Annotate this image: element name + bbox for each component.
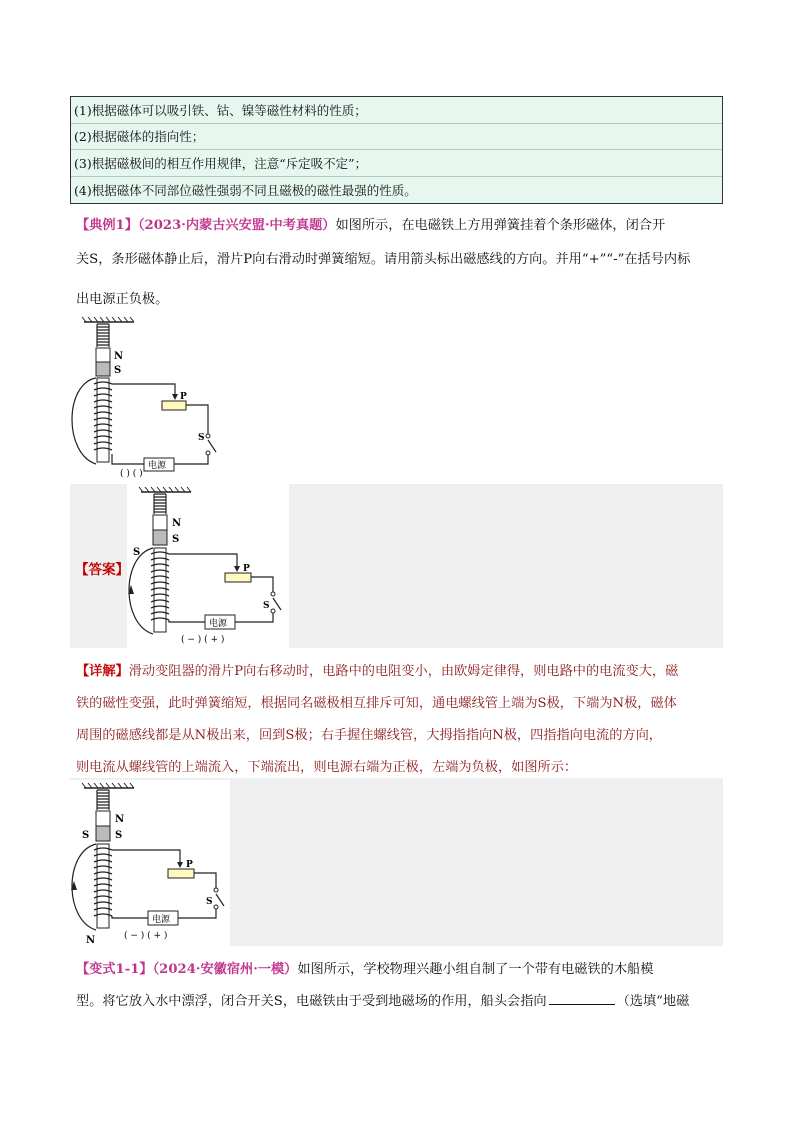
variant-source: （2024·安徽宿州·一模）: [152, 962, 298, 977]
detail-line-3: 周围的磁感线都是从N极出来，回到S极；右手握住螺线管，大拇指指向N极，四指指向电流的方向，: [76, 728, 662, 743]
tip-divider: [71, 149, 722, 150]
power-label: 电源: [152, 915, 171, 925]
switch-s: S: [263, 601, 270, 611]
variant-line-2: 型。将它放入水中漂浮，闭合开关S，电磁铁由于受到地磁场的作用，船头会指向 （选填“地磁: [76, 994, 690, 1009]
example-line-3: 出电源正负极。: [76, 292, 169, 307]
answer-label: 【答案】: [75, 562, 129, 578]
detail-figure: [70, 780, 230, 946]
question-figure: [70, 314, 230, 480]
example-tag: 【典例1】: [76, 218, 138, 233]
answer-figure: [127, 484, 289, 648]
answer-brackets: ( − ) ( + ): [124, 931, 168, 941]
pole-s: S: [115, 830, 123, 841]
variant-line-1: 【变式1-1】（2024·安徽宿州·一模）如图所示，学校物理兴趣小组自制了一个带有电磁铁的木船模: [76, 962, 654, 977]
slider-p: P: [180, 392, 187, 402]
coil-top-s: S: [133, 547, 141, 558]
pole-n: N: [114, 351, 124, 362]
pole-n: N: [115, 814, 125, 825]
pole-s: S: [172, 534, 180, 545]
answer-brackets: ( − ) ( + ): [181, 635, 225, 645]
tip-3: (3)根据磁极间的相互作用规律，注意“斥定吸不定”；: [74, 156, 367, 171]
detail-line-1: 【详解】滑动变阻器的滑片P向右移动时，电路中的电阻变小，由欧姆定律得，则电路中的电流变大，磁: [76, 664, 679, 679]
tip-divider: [71, 176, 722, 177]
blank-brackets: ( ) ( ): [120, 469, 143, 479]
tip-2: (2)根据磁体的指向性；: [74, 129, 205, 144]
detail-label: 【详解】: [76, 664, 129, 679]
example-line-1: [76, 214, 726, 233]
tips-box: [70, 96, 723, 204]
pole-s: S: [114, 365, 122, 376]
switch-s: S: [198, 433, 205, 443]
example-source: （2023·内蒙古兴安盟·中考真题）: [137, 218, 336, 233]
power-label: 电源: [148, 461, 167, 471]
detail-line-4: 则电流从螺线管的上端流入，下端流出，则电源右端为正极，左端为负极，如图所示：: [76, 760, 578, 775]
coil-top-s: S: [82, 830, 90, 841]
coil-bottom-n: N: [86, 935, 96, 946]
answer-blank[interactable]: [549, 992, 615, 1005]
tip-divider: [71, 123, 722, 124]
slider-p: P: [186, 860, 193, 870]
switch-s: S: [206, 897, 213, 907]
detail-line-2: 铁的磁性变强，此时弹簧缩短，根据同名磁极相互排斥可知，通电螺线管上端为S极，下端为N极，磁体: [76, 696, 677, 711]
power-label: 电源: [209, 619, 228, 629]
tip-4: (4)根据磁体不同部位磁性强弱不同且磁极的磁性最强的性质。: [74, 183, 417, 198]
example-text-1: 如图所示，在电磁铁上方用弹簧挂着个条形磁体，闭合开: [335, 218, 666, 233]
variant-tag: 【变式1-1】: [76, 962, 153, 977]
tip-1: (1)根据磁体可以吸引铁、钴、镍等磁性材料的性质；: [74, 103, 367, 118]
pole-n: N: [172, 518, 182, 529]
example-line-2: 关S，条形磁体静止后，滑片P向右滑动时弹簧缩短。请用箭头标出磁感线的方向。并用“+”“-”在括号内标: [76, 252, 691, 267]
slider-p: P: [243, 564, 250, 574]
